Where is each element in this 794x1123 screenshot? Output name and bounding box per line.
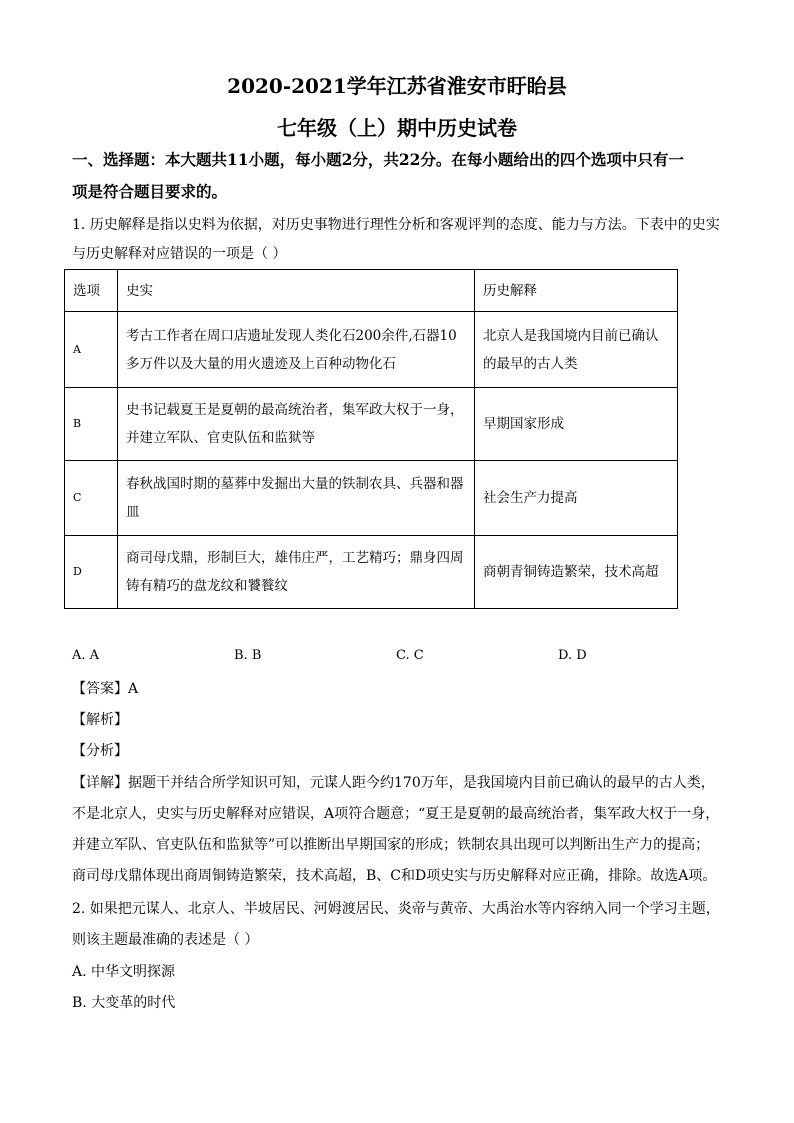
table-cell-option: B (65, 388, 118, 461)
fact-line: 铸有精巧的盘龙纹和饕餮纹 (126, 578, 288, 594)
explanation-line: 北京人是我国境内目前已确认 (483, 327, 659, 344)
q2-stem-line-1: 2. 如果把元谋人、北京人、半坡居民、河姆渡居民、炎帝与黄帝、大禹治水等内容纳入同一个学习主题， (72, 901, 720, 917)
option-d: D. D (558, 648, 587, 663)
table-cell-option: C (65, 461, 118, 536)
detail-line: 并建立军队、官吏队伍和监狱等”可以推断出早期国家的形成；铁制农具出现可以判断出生产力的提高； (72, 837, 710, 853)
q1-stem-line-1: 1. 历史解释是指以史料为依据，对历史事物进行理性分析和客观评判的态度、能力与方法。下表中的史实 (72, 217, 720, 233)
detail-line: 【详解】据题干并结合所学知识可知，元谋人距今约170万年，是我国境内目前已确认的最早的古人类， (72, 775, 715, 791)
fact-line: 商司母戊鼎，形制巨大，雄伟庄严，工艺精巧；鼎身四周 (126, 550, 464, 566)
table-cell-explanation (475, 312, 678, 388)
table-cell-option: D (65, 536, 118, 609)
table-cell-fact (118, 536, 475, 609)
fact-line: 考古工作者在周口店遗址发现人类化石200余件,石器10 (126, 327, 457, 344)
table-cell-explanation: 社会生产力提高 (475, 461, 678, 536)
table-header-row (65, 270, 678, 312)
table-header-cell: 史实 (118, 270, 475, 312)
explanation-line: 的最早的古人类 (483, 355, 578, 372)
detail-line: 不是北京人，史实与历史解释对应错误，A项符合题意；“夏王是夏朝的最高统治者，集军政大权于一身， (72, 806, 720, 822)
q1-table (64, 269, 678, 609)
table-cell-fact (118, 461, 475, 536)
table-row (65, 461, 678, 536)
fact-line: 并建立军队、官吏队伍和监狱等 (126, 430, 315, 446)
detail-line: 商司母戊鼎体现出商周铜铸造繁荣，技术高超，B、C和D项史实与历史解释对应正确，排除。故选A项。 (72, 868, 717, 884)
table-cell-option: A (65, 312, 118, 388)
q2-option-a: A. 中华文明探源 (72, 964, 176, 980)
q2-option-b: B. 大变革的时代 (72, 995, 176, 1011)
fact-line: 多万件以及大量的用火遗迹及上百种动物化石 (126, 355, 396, 372)
section-heading-line-1: 一、选择题：本大题共11小题，每小题2分，共22分。在每小题给出的四个选项中只有一 (72, 150, 684, 169)
table-cell-fact (118, 312, 475, 388)
title-line-2: 七年级（上）期中历史试卷 (277, 116, 517, 140)
fact-line: 皿 (126, 504, 140, 520)
fact-line: 史书记载夏王是夏朝的最高统治者，集军政大权于一身， (126, 402, 464, 418)
table-row (65, 536, 678, 609)
table-header-cell: 选项 (65, 270, 118, 312)
fenxi-label: 【分析】 (72, 743, 128, 759)
table-row (65, 312, 678, 388)
option-c: C. C (396, 648, 424, 663)
table-cell-explanation: 商朝青铜铸造繁荣，技术高超 (475, 536, 678, 609)
option-a: A. A (72, 648, 100, 663)
q2-stem-line-2: 则该主题最准确的表述是（ ） (72, 932, 259, 948)
table-row (65, 388, 678, 461)
table-header-cell: 历史解释 (475, 270, 678, 312)
answer: 【答案】A (72, 681, 139, 697)
table-cell-explanation: 早期国家形成 (475, 388, 678, 461)
analysis-label: 【解析】 (72, 712, 128, 728)
title-line-1: 2020-2021学年江苏省淮安市盱眙县 (227, 74, 567, 98)
option-b: B. B (234, 648, 262, 663)
section-heading-line-2: 项是符合题目要求的。 (72, 182, 228, 201)
q1-stem-line-2: 与历史解释对应错误的一项是（ ） (72, 246, 287, 262)
fact-line: 春秋战国时期的墓葬中发掘出大量的铁制农具、兵器和器 (126, 476, 464, 492)
table-cell-fact (118, 388, 475, 461)
